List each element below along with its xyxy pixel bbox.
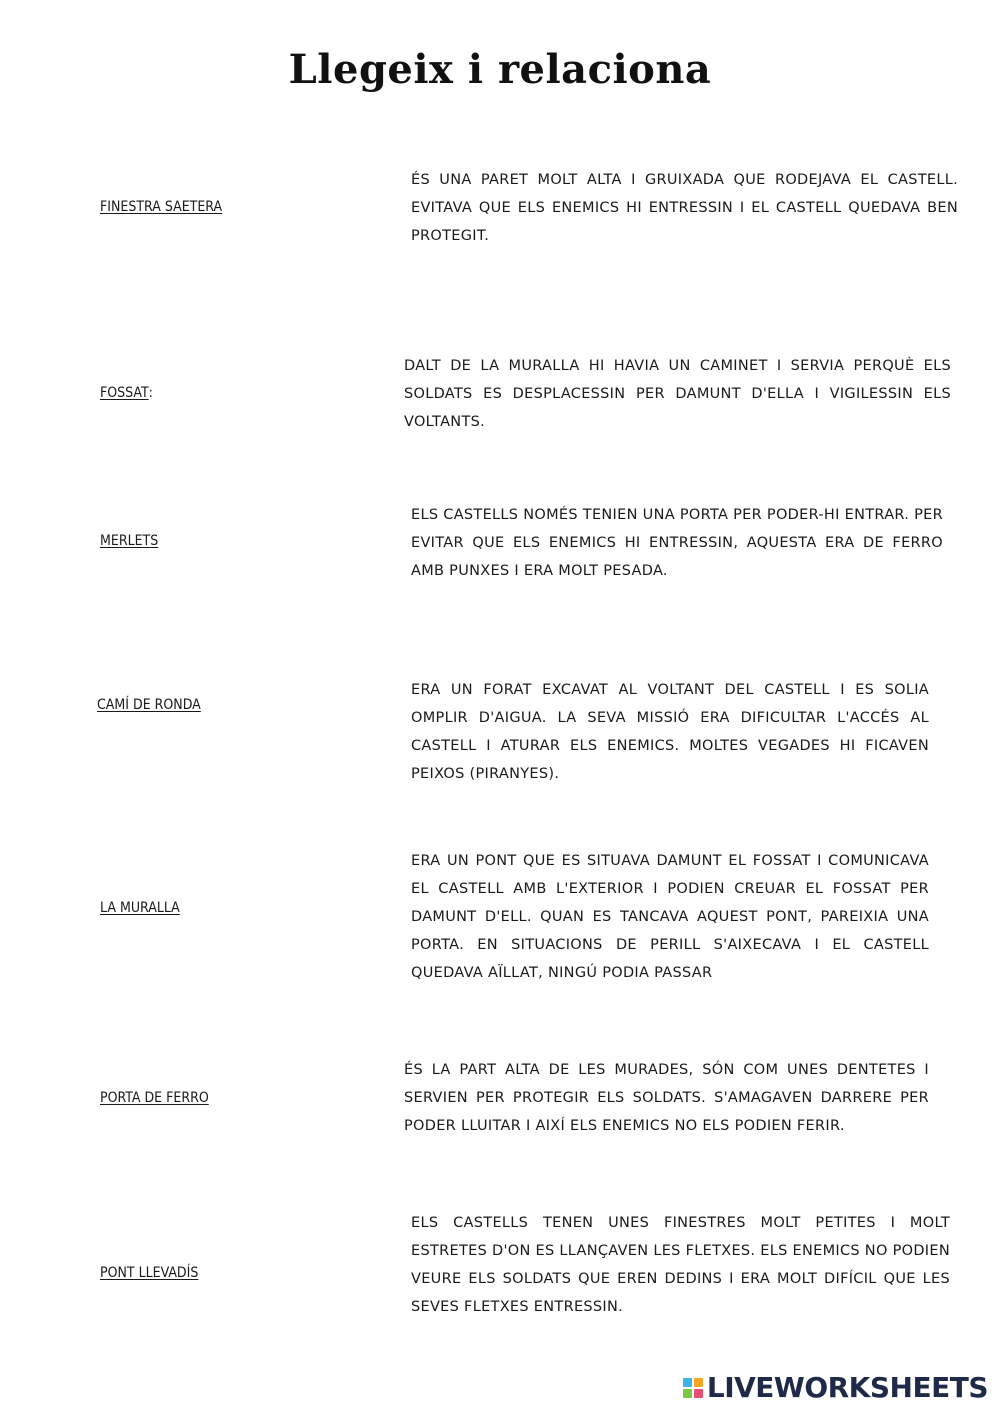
- logo-block-4: [694, 1389, 703, 1398]
- term-fossat: FOSSAT:: [100, 385, 153, 401]
- term-porta-de-ferro: PORTA DE FERRO: [100, 1090, 209, 1106]
- liveworksheets-logo: [683, 1371, 988, 1404]
- definition-3: ELS CASTELLS NOMÉS TENIEN UNA PORTA PER PODER-HI ENTRAR. PER EVITAR QUE ELS ENEMICS HI ENTRESSIN, AQUESTA ERA DE FERRO AMB PUNXES I ERA MOLT PESADA.: [411, 507, 943, 579]
- logo-text: LIVEWORKSHEETS: [706, 1371, 988, 1404]
- logo-block-3: [683, 1389, 692, 1398]
- term-merlets: MERLETS: [100, 533, 159, 549]
- definition-2: DALT DE LA MURALLA HI HAVIA UN CAMINET I SERVIA PERQUÈ ELS SOLDATS ES DESPLACESSIN PER DAMUNT D'ELLA I VIGILESSIN ELS VOLTANTS.: [404, 358, 951, 430]
- term-pont-llevadis: PONT LLEVADÍS: [100, 1265, 199, 1281]
- logo-block-2: [694, 1378, 703, 1387]
- definition-5: ERA UN PONT QUE ES SITUAVA DAMUNT EL FOSSAT I COMUNICAVA EL CASTELL AMB L'EXTERIOR I PODIEN CREUAR EL FOSSAT PER DAMUNT D'ELL. QUAN ES TANCAVA AQUEST PONT, PAREIXIA UNA PORTA. EN SITUACIONS DE PERILL S'AIXECAVA I EL CASTELL QUEDAVA AÏLLAT, NINGÚ PODIA PASSAR: [411, 853, 929, 981]
- definition-7: ELS CASTELLS TENEN UNES FINESTRES MOLT PETITES I MOLT ESTRETES D'ON ES LLANÇAVEN LES FLETXES. ELS ENEMICS NO PODIEN VEURE ELS SOLDATS QUE EREN DEDINS I ERA MOLT DIFÍCIL QUE LES SEVES FLETXES ENTRESSIN.: [411, 1215, 950, 1315]
- page-title: Llegeix i relaciona: [288, 46, 712, 93]
- term-la-muralla: LA MURALLA: [100, 900, 180, 916]
- term-cami-de-ronda: CAMÍ DE RONDA: [97, 697, 201, 713]
- definition-4: ERA UN FORAT EXCAVAT AL VOLTANT DEL CASTELL I ES SOLIA OMPLIR D'AIGUA. LA SEVA MISSIÓ ERA DIFICULTAR L'ACCÉS AL CASTELL I ATURAR ELS ENEMICS. MOLTES VEGADES HI FICAVEN PEIXOS (PIRANYES).: [411, 682, 929, 782]
- term-finestra-saetera: FINESTRA SAETERA: [100, 199, 223, 215]
- definition-1: ÉS UNA PARET MOLT ALTA I GRUIXADA QUE RODEJAVA EL CASTELL. EVITAVA QUE ELS ENEMICS HI ENTRESSIN I EL CASTELL QUEDAVA BEN PROTEGIT.: [411, 172, 958, 244]
- definition-6: ÉS LA PART ALTA DE LES MURADES, SÓN COM UNES DENTETES I SERVIEN PER PROTEGIR ELS SOLDATS. S'AMAGAVEN DARRERE PER PODER LLUITAR I AIXÍ ELS ENEMICS NO ELS PODIEN FERIR.: [404, 1062, 929, 1134]
- logo-blocks-icon: [683, 1378, 703, 1398]
- logo-block-1: [683, 1378, 692, 1387]
